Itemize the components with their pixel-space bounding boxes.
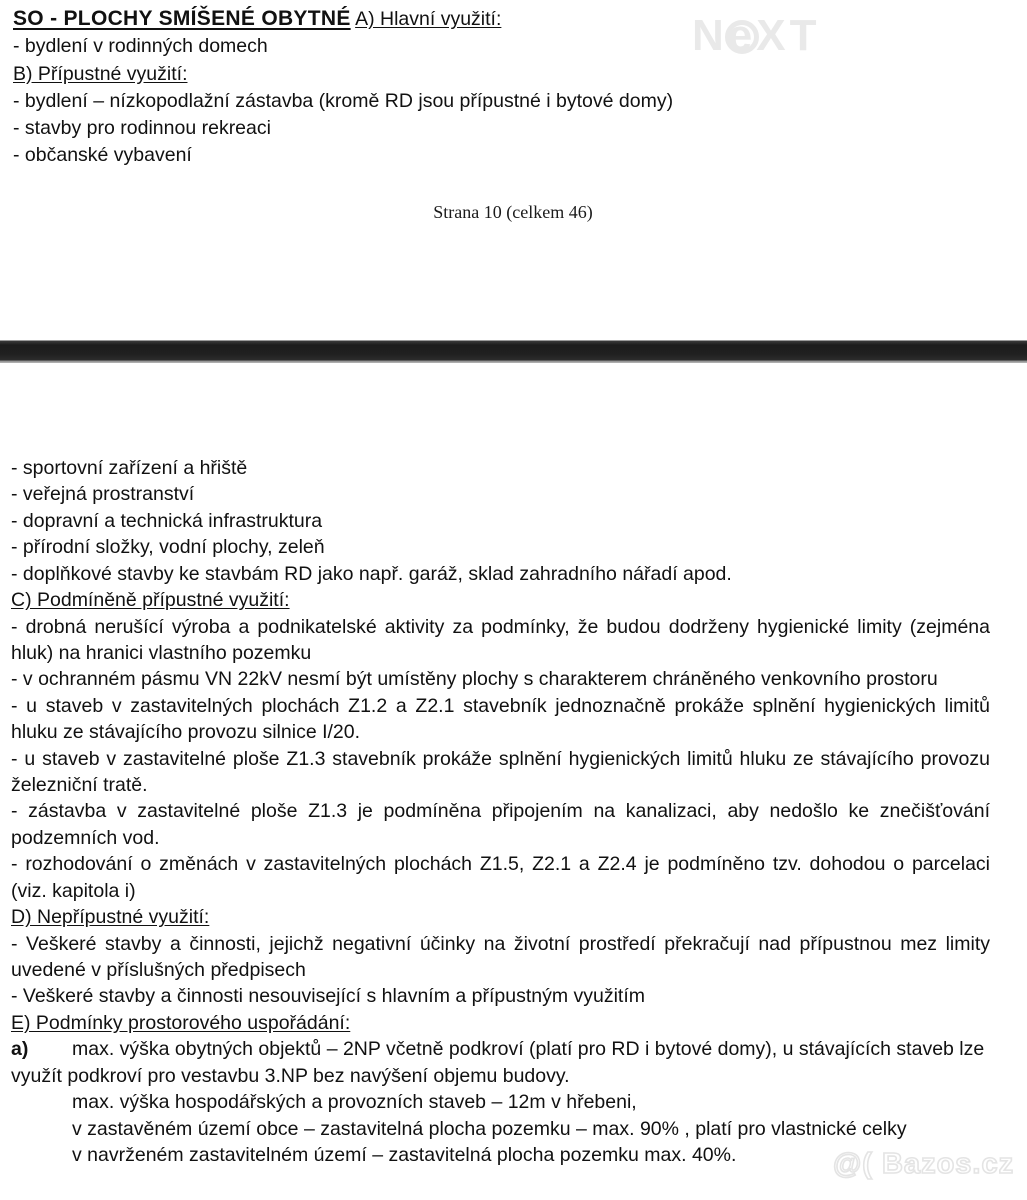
bullet-item: - občanské vybavení <box>13 144 192 167</box>
list-item-marker <box>11 1142 72 1168</box>
paragraph: - drobná nerušící výroba a podnikatelské aktivity za podmínky, že budou dodrženy hygienické limity (zejména hluk) na hranici vlastního pozemku <box>11 615 990 664</box>
list-item-marker: a) <box>11 1038 29 1061</box>
heading-c-conditionally-permitted-use: C) Podmíněně přípustné využití: <box>11 589 290 612</box>
bullet-item: - přírodní složky, vodní plochy, zeleň <box>11 536 325 559</box>
bullet-item: - doplňkové stavby ke stavbám RD jako např. garáž, sklad zahradního nářadí apod. <box>11 562 732 585</box>
list-item-marker <box>11 1089 72 1115</box>
list-item-text: v zastavěném území obce – zastavitelná plocha pozemku – max. 90% , platí pro vlastnické celky <box>72 1117 907 1140</box>
next-watermark-e-letter: e <box>727 11 757 60</box>
bullet-item: - sportovní zařízení a hřiště <box>11 457 248 479</box>
heading-d-prohibited-use: D) Nepřípustné využití: <box>11 906 210 929</box>
paragraph: - v ochranném pásmu VN 22kV nesmí být umístěny plochy s charakterem chráněného venkovního prostoru <box>11 668 938 691</box>
bullet-item: - bydlení – nízkopodlažní zástavba (kromě RD jsou přípustné i bytové domy) <box>13 89 674 112</box>
paragraph: - Veškeré stavby a činnosti, jejichž negativní účinky na životní prostředí překračují nad přípustnou mez limity uvedené v příslušných předpisech <box>11 932 990 982</box>
paragraph: - rozhodování o změnách v zastavitelných plochách Z1.5, Z2.1 a Z2.4 je podmíněno tzv. dohodou o parcelaci (viz. kapitola i) <box>11 853 990 902</box>
paragraph: - Veškeré stavby a činnosti nesouvisející s hlavním a přípustným využitím <box>11 985 646 1008</box>
list-item-marker <box>11 1116 72 1142</box>
next-watermark-n: N <box>692 11 728 60</box>
bullet-item: - dopravní a technická infrastruktura <box>11 509 323 532</box>
top-text-block <box>13 6 1013 222</box>
list-item-text: v navrženém zastavitelném území – zastavitelná plocha pozemku max. 40%. <box>72 1143 737 1166</box>
list-item-text: max. výška obytných objektů – 2NP včetně podkroví (platí pro RD i bytové domy), u stávajících staveb lze využít podkroví pro vestavbu 3.NP bez navýšení objemu budovy. <box>11 1038 985 1087</box>
page-number-note: Strana 10 (celkem 46) <box>433 202 593 222</box>
page-title: SO - PLOCHY SMÍŠENÉ OBYTNÉ <box>13 7 351 30</box>
heading-a-main-use: A) Hlavní využití: <box>355 8 502 30</box>
paragraph: - zástavba v zastavitelné ploše Z1.3 je podmíněna připojením na kanalizaci, aby nedošlo ke znečišťování podzemních vod. <box>11 800 990 849</box>
heading-e-spatial-conditions: E) Podmínky prostorového uspořádání: <box>11 1011 351 1034</box>
bullet-item: - veřejná prostranství <box>11 483 195 506</box>
bullet-item: - bydlení v rodinných domech <box>13 35 268 58</box>
paragraph: - u staveb v zastavitelné ploše Z1.3 stavebník prokáže splnění hygienických limitů hluku ze stávajícího provozu železniční tratě. <box>11 747 990 797</box>
list-item <box>11 1036 990 1089</box>
list-item <box>11 1089 990 1115</box>
list-item-text: max. výška hospodářských a provozních staveb – 12m v hřebeni, <box>72 1091 637 1114</box>
bullet-item: - stavby pro rodinnou rekreaci <box>13 117 271 140</box>
paragraph: - u staveb v zastavitelných plochách Z1.2 a Z2.1 stavebník jednoznačně prokáže splnění hygienických limitů hluku ze stávajícího provozu silnice I/20. <box>11 694 990 744</box>
heading-b-permitted-use: B) Přípustné využití: <box>13 62 188 85</box>
main-text-block <box>11 455 990 1168</box>
bazos-watermark: @( Bazos.cz <box>833 1148 1015 1180</box>
list-item <box>11 1116 990 1142</box>
next-watermark-xt: XT <box>756 11 821 60</box>
black-separator-band <box>0 340 1027 363</box>
